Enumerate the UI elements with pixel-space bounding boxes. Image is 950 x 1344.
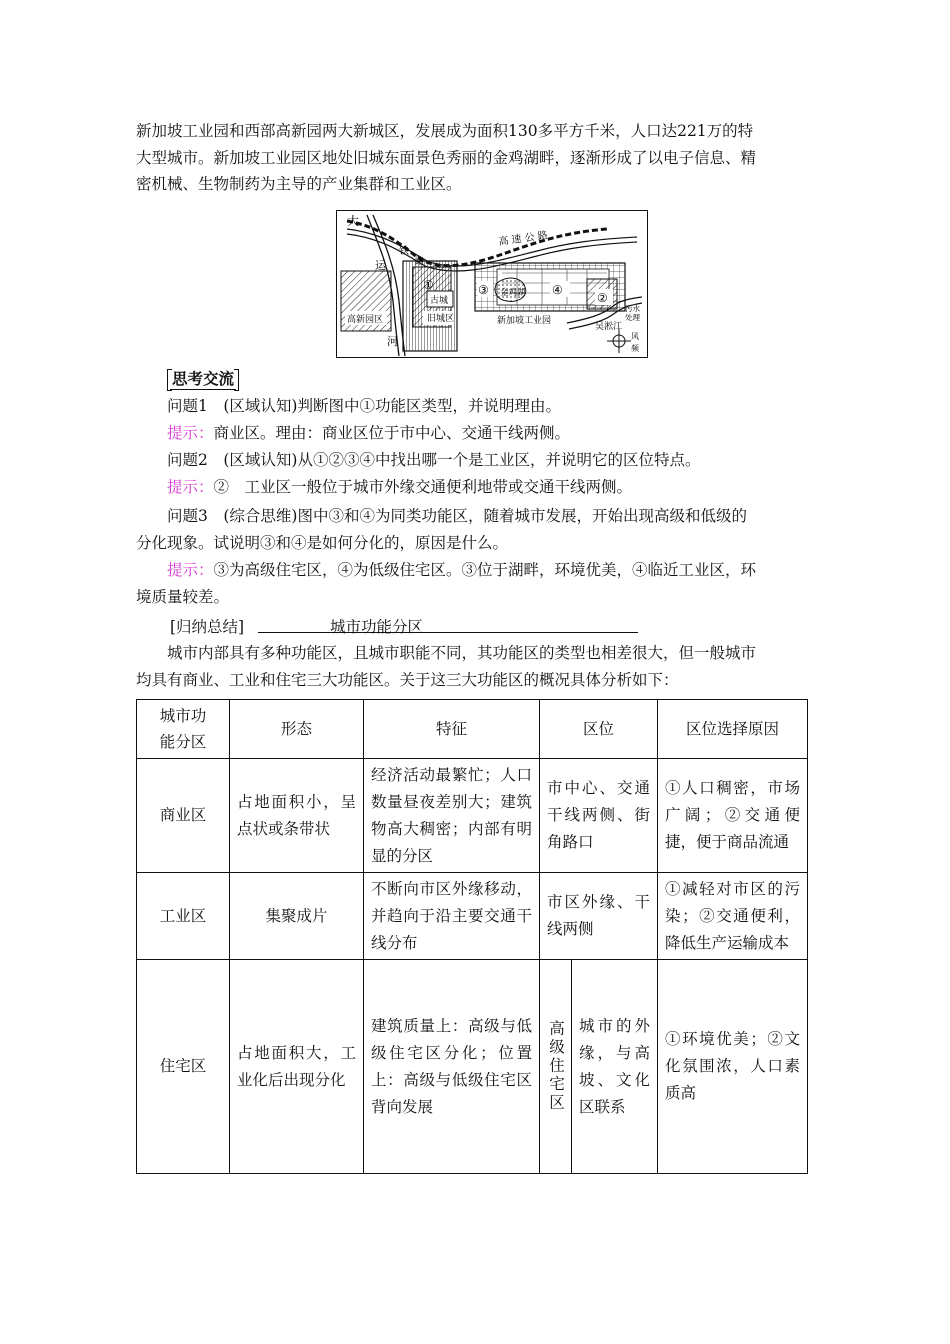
summary-title: 城市功能分区 [330, 618, 424, 636]
map-label-jinji: 金鸡湖 [500, 288, 526, 298]
map-label-feng-2: 频 [631, 344, 639, 353]
cell-form: 占地面积大，工业化后出现分化 [230, 960, 364, 1174]
cell-location: 城市的外缘，与高坡、文化区联系 [572, 960, 658, 1174]
function-zone-table [136, 699, 808, 1174]
cell-feature: 建筑质量上：高级与低级住宅区分化；位置上：高级与低级住宅区背向发展 [364, 960, 540, 1174]
answer-3: 提示：③为高级住宅区，④为低级住宅区。③位于湖畔，环境优美，④临近工业区，环 境质量较差。 [136, 561, 757, 606]
cell-subtype: 高级住宅区 [540, 960, 572, 1174]
intro-line-3: 密机械、生物制药为主导的产业集群和工业区。 [136, 175, 462, 193]
intro-line-1: 新加坡工业园和西部高新园两大新城区，发展成为面积130多平方千米，人口达221万的特 [136, 122, 754, 140]
map-label-wushui-2: 处理 [625, 313, 640, 322]
cell-reason: ①环境优美；②文化氛围浓，人口素质高 [658, 960, 808, 1174]
cell-feature: 不断向市区外缘移动，并趋向于沿主要交通干线分布 [364, 873, 540, 960]
summary-tag: [归纳总结] [170, 618, 245, 636]
summary-underline [258, 632, 638, 633]
map-label-gaoxin: 高新园区 [347, 315, 384, 325]
cell-feature: 经济活动最繁忙；人口数量昼夜差别大；建筑物高大稠密；内部有明显的分区 [364, 759, 540, 873]
intro-paragraph [136, 118, 816, 198]
question-2: 问题2 (区域认知)从①②③④中找出哪一个是工业区，并说明它的区位特点。 [167, 451, 701, 469]
railway-line [347, 221, 607, 266]
cell-reason: ①人口稠密，市场广阔；②交通便捷，便于商品流通 [658, 759, 808, 873]
map-zone-2: ② [597, 291, 608, 305]
table-row [137, 873, 808, 960]
map-label-rail: 铁 [399, 246, 409, 257]
cell-form: 集聚成片 [230, 873, 364, 960]
header-feature: 特征 [364, 700, 540, 759]
header-reason: 区位选择原因 [658, 700, 808, 759]
city-map-figure [336, 210, 648, 358]
header-zone: 城市功能分区 [137, 700, 230, 759]
hint-label: 提示： [167, 561, 214, 579]
cell-location: 市中心、交通干线两侧、街角路口 [540, 759, 658, 873]
intro-line-2: 大型城市。新加坡工业园区地处旧城东面景色秀丽的金鸡湖畔，逐渐形成了以电子信息、精 [136, 148, 757, 167]
map-zone-1: ① [423, 278, 434, 292]
question-1: 问题1 (区域认知)判断图中①功能区类型，并说明理由。 [167, 397, 561, 415]
map-label-oldcity: 旧城区 [427, 314, 455, 324]
answer-1: 提示：商业区。理由：商业区位于市中心、交通干线两侧。 [167, 424, 571, 442]
cell-form: 占地面积小，呈点状或条带状 [230, 759, 364, 873]
cell-reason: ①减轻对市区的污染；②交通便利，降低生产运输成本 [658, 873, 808, 960]
map-zone-4: ④ [552, 283, 563, 297]
answer-2: 提示：② 工业区一般位于城市外缘交通便利地带或交通干线两侧。 [167, 478, 633, 496]
map-label-xinjiapo: 新加坡工业园 [497, 316, 552, 326]
map-label-da: 大 [347, 214, 360, 228]
header-location: 区位 [540, 700, 658, 759]
map-label-wushui-1: 污水 [625, 304, 640, 313]
cell-type: 商业区 [137, 759, 230, 873]
cell-type: 工业区 [137, 873, 230, 960]
table-row [137, 960, 808, 1174]
think-exchange-heading: 思考交流 [172, 369, 235, 388]
question-3: 问题3 (综合思维)图中③和④为同类功能区，随着城市发展，开始出现高级和低级的 分化现象。试说明③和④是如何分化的，原因是什么。 [136, 507, 747, 552]
hint-label: 提示： [167, 424, 214, 442]
map-label-rail-2: 路 [415, 257, 425, 267]
cell-type: 住宅区 [137, 960, 230, 1174]
map-label-yun: 运 [375, 259, 386, 272]
header-form: 形态 [230, 700, 364, 759]
table-row [137, 759, 808, 873]
map-zone-3: ③ [478, 283, 489, 297]
hint-label: 提示： [167, 478, 214, 496]
cell-location: 市区外缘、干线两侧 [540, 873, 658, 960]
map-label-feng-1: 风 [631, 332, 639, 341]
map-label-wusong: 吴淞江 [595, 322, 623, 332]
table-header-row [137, 700, 808, 759]
map-label-he: 河 [387, 335, 398, 348]
map-label-gucheng: 古城 [430, 296, 449, 306]
map-label-highway: 高 速 公 路 [497, 230, 549, 248]
summary-paragraph: 城市内部具有多种功能区，且城市职能不同，其功能区的类型也相差很大，但一般城市 均具有商业、工业和住宅三大功能区。关于这三大功能区的概况具体分析如下： [136, 644, 757, 689]
